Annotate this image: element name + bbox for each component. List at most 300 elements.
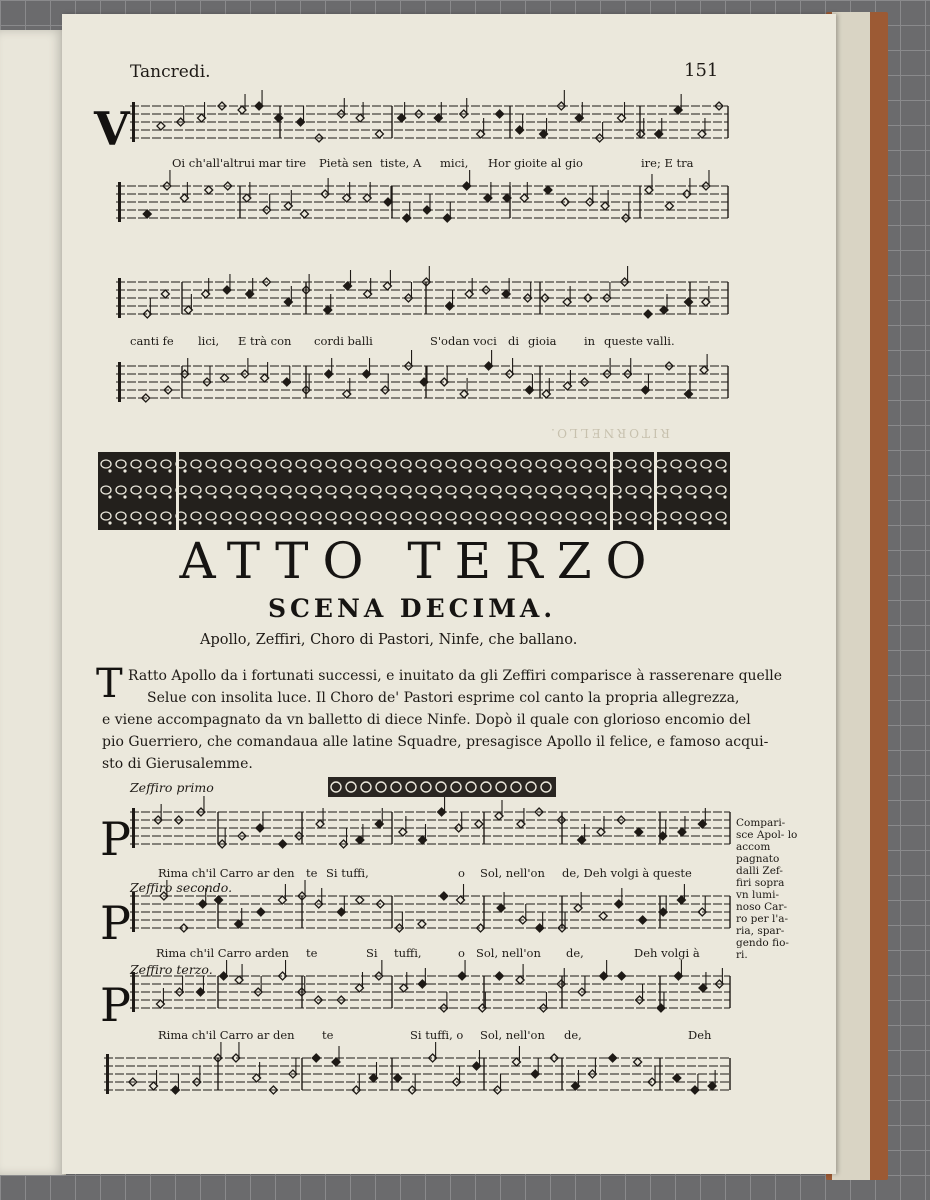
ornament-curl: [701, 512, 711, 520]
voice-label: Zeffiro secondo.: [130, 880, 233, 895]
ornament-curl: [416, 460, 426, 468]
ornament-curl: [506, 512, 516, 520]
ornament-dot: [453, 521, 456, 524]
lyric-syllable: te: [322, 1028, 334, 1042]
initial-letter-v: V: [94, 102, 130, 156]
ornament-curl: [581, 460, 591, 468]
ornament-dot: [513, 495, 516, 498]
ornament-dot: [498, 469, 501, 472]
note-head: [215, 896, 223, 904]
ornament-curl: [146, 512, 156, 520]
ornament-curl: [341, 486, 351, 494]
ornament-curl: [511, 782, 521, 792]
ornament-dot: [108, 495, 111, 498]
ornament-curl: [206, 486, 216, 494]
ornament-dot: [333, 521, 336, 524]
ornament-dot: [108, 469, 111, 472]
note-head: [599, 912, 607, 920]
ornament-dot: [303, 469, 306, 472]
ornament-curl: [131, 486, 141, 494]
ornament-curl: [416, 512, 426, 520]
ornament-curl: [671, 460, 681, 468]
ornament-curl: [191, 512, 201, 520]
ornament-dot: [378, 495, 381, 498]
ornament-curl: [686, 486, 696, 494]
bleed-through-text: RITORNELLO.: [548, 426, 670, 440]
note-head: [161, 290, 169, 298]
ornament-curl: [596, 512, 606, 520]
ornament-curl: [716, 486, 726, 494]
lyric-syllable: Rima ch'il Carro ar den: [158, 1028, 295, 1042]
ornament-curl: [116, 512, 126, 520]
ornament-curl: [446, 460, 456, 468]
ornament-curl: [101, 460, 111, 468]
ornament-curl: [266, 460, 276, 468]
note-head: [275, 114, 283, 122]
ornament-dot: [453, 495, 456, 498]
ornament-curl: [551, 512, 561, 520]
ornament-curl: [671, 512, 681, 520]
ornamental-headpiece: [98, 452, 730, 530]
ornament-curl: [476, 512, 486, 520]
ornament-curl: [116, 486, 126, 494]
voice-label: Zeffiro primo: [130, 780, 214, 795]
ornament-curl: [716, 512, 726, 520]
ornament-curl: [371, 460, 381, 468]
ornament-curl: [281, 486, 291, 494]
ornament-dot: [483, 469, 486, 472]
small-ornament: [328, 777, 556, 797]
ornament-curl: [311, 512, 321, 520]
ornament-dot: [348, 521, 351, 524]
ornament-curl: [371, 486, 381, 494]
note-head: [665, 202, 673, 210]
note-head: [635, 828, 643, 836]
ornament-curl: [566, 460, 576, 468]
ornament-curl: [521, 512, 531, 520]
ornament-dot: [678, 521, 681, 524]
note-head: [684, 390, 692, 398]
ornament-dot: [378, 521, 381, 524]
note-head: [375, 130, 383, 138]
ornament-dot: [138, 495, 141, 498]
ornament-dot: [663, 495, 666, 498]
ornament-dot: [513, 469, 516, 472]
ornament-curl: [161, 460, 171, 468]
ornament-curl: [386, 512, 396, 520]
ornament-dot: [273, 521, 276, 524]
ornament-curl: [146, 486, 156, 494]
ornament-curl: [436, 782, 446, 792]
lyric-syllable: de,: [566, 946, 584, 960]
ornament-curl: [101, 486, 111, 494]
ornament-dot: [708, 495, 711, 498]
ornament-dot: [513, 521, 516, 524]
ornament-dot: [243, 469, 246, 472]
ornament-curl: [461, 512, 471, 520]
ornament-curl: [671, 486, 681, 494]
ornament-curl: [416, 486, 426, 494]
ornament-dot: [528, 469, 531, 472]
ornament-dot: [588, 495, 591, 498]
lyric-syllable: Rima ch'il Carro ar den: [158, 866, 295, 880]
ornament-dot: [663, 521, 666, 524]
lyric-syllable: de,: [564, 1028, 582, 1042]
clef: [132, 102, 135, 142]
ornament-dot: [123, 469, 126, 472]
act-heading: ATTO TERZO: [179, 532, 661, 590]
ornament-dot: [528, 521, 531, 524]
note-head: [279, 840, 287, 848]
ornament-curl: [716, 460, 726, 468]
ornament-dot: [168, 495, 171, 498]
ornament-dot: [618, 469, 621, 472]
note-head: [685, 298, 693, 306]
ornament-curl: [391, 782, 401, 792]
ornament-dot: [648, 469, 651, 472]
ornament-dot: [153, 495, 156, 498]
scene-heading: SCENA DECIMA.: [267, 594, 557, 623]
ornament-curl: [116, 460, 126, 468]
note-head: [673, 1074, 681, 1082]
ornament-divider: [610, 452, 613, 530]
lyric-syllable: Oi ch'all'altrui mar tire: [172, 156, 307, 170]
note-head: [609, 1054, 617, 1062]
ornament-curl: [656, 512, 666, 520]
ornament-dot: [348, 469, 351, 472]
ornament-dot: [483, 495, 486, 498]
ornament-curl: [446, 486, 456, 494]
prose-line: e viene accompagnato da vn balletto di diece Ninfe. Dopò il quale con glorioso encomio del: [102, 712, 751, 728]
ornament-curl: [491, 460, 501, 468]
note-head: [143, 210, 151, 218]
note-head: [205, 186, 213, 194]
ornament-curl: [521, 460, 531, 468]
lyric-syllable: canti fe: [130, 334, 174, 348]
ornament-curl: [341, 512, 351, 520]
ornament-dot: [228, 469, 231, 472]
note-head: [496, 110, 504, 118]
lyric-syllable: Sol, nell'on: [480, 1028, 545, 1042]
ornament-dot: [258, 521, 261, 524]
music-staff: [116, 266, 728, 318]
ornament-dot: [123, 521, 126, 524]
note-head: [157, 122, 165, 130]
ornament-dot: [423, 469, 426, 472]
ornament-dot: [138, 469, 141, 472]
ornament-curl: [281, 512, 291, 520]
lyric-syllable: queste valli.: [604, 334, 675, 348]
ornament-dot: [633, 495, 636, 498]
ornament-dot: [648, 495, 651, 498]
ornament-dot: [603, 469, 606, 472]
lyric-syllable: lici,: [198, 334, 220, 348]
ornament-dot: [423, 521, 426, 524]
ornament-dot: [438, 521, 441, 524]
music-staff: [130, 960, 730, 1012]
ornament-curl: [481, 782, 491, 792]
ornament-dot: [318, 521, 321, 524]
ornament-curl: [466, 782, 476, 792]
ornament-curl: [386, 460, 396, 468]
ornament-curl: [506, 486, 516, 494]
music-staff: [116, 170, 728, 222]
ornament-curl: [506, 460, 516, 468]
page-number: 151: [684, 60, 719, 81]
clef: [118, 362, 121, 402]
ornament-curl: [626, 512, 636, 520]
ornament-dot: [543, 521, 546, 524]
running-title: Tancredi.: [130, 62, 211, 82]
ornament-curl: [626, 460, 636, 468]
note-head: [618, 972, 626, 980]
lyric-syllable: gioia: [528, 334, 557, 348]
lyric-syllable: o: [458, 866, 465, 880]
ornament-curl: [476, 486, 486, 494]
note-head: [221, 374, 229, 382]
ornament-curl: [581, 512, 591, 520]
ornament-curl: [491, 512, 501, 520]
clef: [132, 892, 135, 932]
note-head: [356, 896, 364, 904]
ornament-curl: [236, 460, 246, 468]
ornament-dot: [333, 495, 336, 498]
characters-list: Apollo, Zeffiri, Choro di Pastori, Ninfe, che ballano.: [200, 632, 578, 648]
lyric-syllable: Rima ch'il Carro arden: [156, 946, 289, 960]
ornament-dot: [213, 521, 216, 524]
ornament-curl: [326, 460, 336, 468]
ornament-dot: [213, 495, 216, 498]
ornament-curl: [191, 486, 201, 494]
ornament-curl: [641, 486, 651, 494]
ornament-curl: [626, 486, 636, 494]
ornament-curl: [161, 486, 171, 494]
ornament-curl: [536, 512, 546, 520]
ornament-curl: [656, 486, 666, 494]
lyric-syllable: Sol, nell'on: [480, 866, 545, 880]
ornament-dot: [678, 495, 681, 498]
lyric-syllable: ire; E tra: [641, 156, 694, 170]
ornament-curl: [191, 460, 201, 468]
ornament-curl: [361, 782, 371, 792]
prose-line: pio Guerriero, che comandaua alle latine Squadre, presagisce Apollo il felice, e famoso acqui-: [102, 734, 769, 750]
ornament-dot: [558, 521, 561, 524]
ornament-dot: [588, 469, 591, 472]
ornament-curl: [526, 782, 536, 792]
ornament-curl: [281, 460, 291, 468]
lyric-syllable: te: [306, 866, 318, 880]
note-head: [644, 310, 652, 318]
ornament-dot: [348, 495, 351, 498]
ornament-dot: [708, 521, 711, 524]
ornament-curl: [376, 782, 386, 792]
ornament-curl: [461, 460, 471, 468]
note-head: [639, 916, 647, 924]
ornament-curl: [566, 486, 576, 494]
note-head: [495, 972, 503, 980]
ornament-dot: [243, 521, 246, 524]
ornament-dot: [153, 521, 156, 524]
ornament-dot: [693, 521, 696, 524]
ornament-dot: [723, 469, 726, 472]
lyric-syllable: S'odan voci: [430, 334, 497, 348]
ornament-curl: [371, 512, 381, 520]
ornament-curl: [266, 512, 276, 520]
ornament-dot: [363, 495, 366, 498]
note-head: [257, 908, 265, 916]
ornament-dot: [408, 521, 411, 524]
note-head: [475, 820, 483, 828]
note-head: [634, 1058, 642, 1066]
lyric-syllable: tuffi,: [394, 946, 422, 960]
lyric-syllable: Hor gioite al gio: [488, 156, 583, 170]
ornament-dot: [183, 521, 186, 524]
ornament-dot: [573, 495, 576, 498]
ornament-curl: [251, 460, 261, 468]
ornament-dot: [603, 495, 606, 498]
ornament-dot: [318, 469, 321, 472]
lyric-syllable: cordi balli: [314, 334, 373, 348]
ornament-dot: [318, 495, 321, 498]
ornament-curl: [221, 512, 231, 520]
clef: [118, 182, 121, 222]
ornament-dot: [723, 495, 726, 498]
ornament-dot: [423, 495, 426, 498]
initial-letter-p: P: [100, 812, 131, 866]
ornament-curl: [206, 512, 216, 520]
marginal-note: Compari- sce Apol- lo accom pagnato dalli Zef- firi sopra vn lumi- noso Car- ro per l'a- ria, spar- gendo fio- ri.: [736, 817, 798, 961]
ornament-curl: [476, 460, 486, 468]
ornament-dot: [498, 521, 501, 524]
ornament-curl: [356, 512, 366, 520]
ornament-curl: [356, 460, 366, 468]
ornament-dot: [468, 495, 471, 498]
ornament-curl: [551, 460, 561, 468]
lyric-syllable: Pietà sen: [319, 156, 373, 170]
ornament-curl: [251, 512, 261, 520]
ornament-dot: [498, 495, 501, 498]
ornament-dot: [633, 521, 636, 524]
ornament-dot: [648, 521, 651, 524]
ornament-curl: [451, 782, 461, 792]
voice-label: Zeffiro terzo.: [130, 962, 213, 977]
ornament-dot: [693, 469, 696, 472]
ornament-dot: [678, 469, 681, 472]
ornament-dot: [528, 495, 531, 498]
note-head: [394, 1074, 402, 1082]
ornament-dot: [393, 495, 396, 498]
ornament-curl: [406, 782, 416, 792]
ornament-curl: [131, 460, 141, 468]
ornament-dot: [273, 469, 276, 472]
note-head: [300, 210, 308, 218]
ornament-curl: [461, 486, 471, 494]
ornament-curl: [521, 486, 531, 494]
ornament-dot: [558, 495, 561, 498]
ornament-curl: [541, 782, 551, 792]
ornament-dot: [258, 469, 261, 472]
ornament-dot: [693, 495, 696, 498]
ornament-dot: [543, 495, 546, 498]
ornament-curl: [551, 486, 561, 494]
lyric-syllable: de, Deh volgi à queste: [562, 866, 692, 880]
clef: [132, 972, 135, 1012]
lyric-syllable: tiste, A: [380, 156, 422, 170]
ornament-curl: [641, 460, 651, 468]
ornament-dot: [573, 521, 576, 524]
ornament-dot: [393, 469, 396, 472]
ornament-curl: [236, 512, 246, 520]
prose-line: sto di Gierusalemme.: [102, 756, 253, 772]
ornament-dot: [213, 469, 216, 472]
ornament-curl: [491, 486, 501, 494]
ornament-dot: [468, 469, 471, 472]
ornament-dot: [288, 495, 291, 498]
ornament-curl: [421, 782, 431, 792]
ornament-dot: [543, 469, 546, 472]
lyric-syllable: Si tuffi,: [326, 866, 369, 880]
ornament-curl: [236, 486, 246, 494]
ornament-curl: [326, 486, 336, 494]
ornament-divider: [176, 452, 179, 530]
lyric-syllable: te: [306, 946, 318, 960]
ornament-curl: [326, 512, 336, 520]
ornament-curl: [596, 460, 606, 468]
ornament-curl: [296, 460, 306, 468]
ornament-dot: [138, 521, 141, 524]
ornament-dot: [243, 495, 246, 498]
clef: [132, 808, 135, 848]
ornament-curl: [431, 512, 441, 520]
ornament-curl: [341, 460, 351, 468]
ornament-curl: [161, 512, 171, 520]
ornament-curl: [296, 486, 306, 494]
ornament-dot: [573, 469, 576, 472]
music-staff: [104, 1042, 730, 1094]
ornament-curl: [536, 460, 546, 468]
ornament-curl: [496, 782, 506, 792]
lyric-syllable: in: [584, 334, 596, 348]
note-head: [544, 186, 552, 194]
note-head: [418, 920, 426, 928]
lyric-syllable: o: [458, 946, 465, 960]
lyric-syllable: Deh volgi à: [634, 946, 700, 960]
ornament-dot: [333, 469, 336, 472]
note-head: [312, 1054, 320, 1062]
prose-line: Ratto Apollo da i fortunati successi, e inuitato da gli Zeffiri comparisce à rasserenare quelle: [128, 668, 783, 684]
ornament-curl: [296, 512, 306, 520]
ornament-curl: [581, 486, 591, 494]
ornament-dot: [663, 469, 666, 472]
music-staff: [130, 90, 728, 142]
music-staff: [130, 796, 730, 848]
ornament-dot: [408, 495, 411, 498]
ornament-curl: [566, 512, 576, 520]
ornament-dot: [723, 521, 726, 524]
lyric-syllable: Sol, nell'on: [476, 946, 541, 960]
ornament-curl: [356, 486, 366, 494]
ornament-dot: [438, 469, 441, 472]
ornament-curl: [431, 460, 441, 468]
ornament-dot: [303, 521, 306, 524]
ornament-dot: [228, 521, 231, 524]
ornament-dot: [468, 521, 471, 524]
ornament-divider: [654, 452, 657, 530]
ornament-dot: [363, 521, 366, 524]
ornament-curl: [401, 512, 411, 520]
lyric-syllable: Si tuffi, o: [410, 1028, 464, 1042]
ornament-curl: [266, 486, 276, 494]
